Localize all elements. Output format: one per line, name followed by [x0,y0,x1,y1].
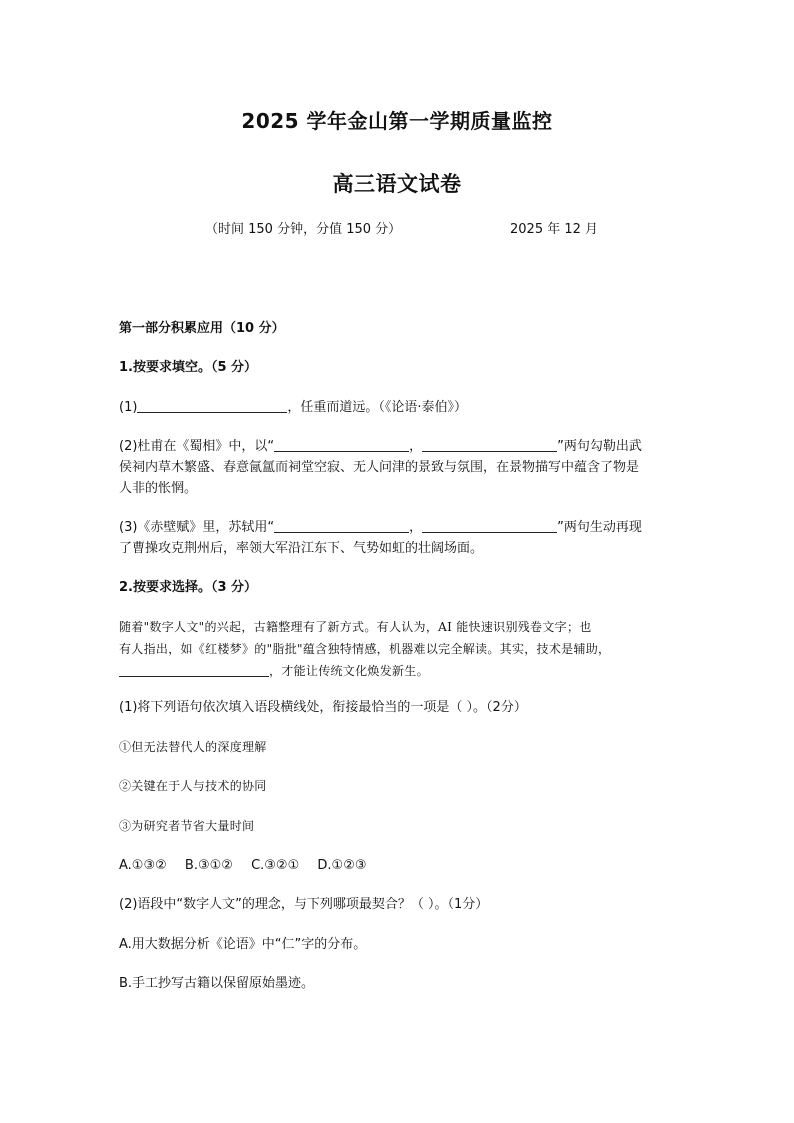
option-a[interactable]: A.①③② [119,858,167,873]
exam-date: 2025 年 12 月 [510,222,599,237]
q1-item2-mid: ， [409,439,423,454]
q1-item3-line2: 了曹操攻克荆州后，率领大军沿江东下、气势如虹的壮阔场面。 [119,541,484,556]
q1-item2-line2: 侯祠内草木繁盛、春意氤氲而祠堂空寂、无人问津的景致与氛围，在景物描写中蕴含了物是 [119,460,640,475]
q1-item2-prefix: (2)杜甫在《蜀相》中，以“ [119,439,275,454]
q1-item1 [119,397,679,418]
fill-blank[interactable] [422,437,557,452]
q2-sub2-option-a[interactable]: A.用大数据分析《论语》中“仁”字的分布。 [119,937,367,952]
option-c[interactable]: C.③②① [251,858,300,873]
option-d[interactable]: D.①②③ [317,858,367,873]
q2-statement-2: ②关键在于人与技术的协同 [119,779,267,793]
fill-blank[interactable] [274,437,409,452]
q2-sub2-option-b[interactable]: B.手工抄写古籍以保留原始墨迹。 [119,976,315,991]
q1-item2 [119,436,679,457]
fill-blank[interactable] [137,398,287,413]
fill-blank[interactable] [119,662,269,677]
q1-item2-line3: 人非的怅惘。 [119,481,198,496]
section-heading: 第一部分积累应用（10 分） [119,321,285,336]
q1-item3-mid: ， [409,520,423,535]
q2-statement-1: ①但无法替代人的深度理解 [119,740,267,754]
fill-blank[interactable] [422,518,557,533]
q1-item1-prefix: (1) [119,400,138,415]
q1-item3-suffix: ”两句生动再现 [557,520,642,535]
exam-title: 2025 学年金山第一学期质量监控 [241,109,553,133]
q2-passage-line3-suffix: ，才能让传统文化焕发新生。 [269,664,429,678]
q2-sub1-options [119,855,679,876]
option-b[interactable]: B.③①② [184,858,233,873]
exam-subtitle: 高三语文试卷 [332,172,462,196]
fill-blank[interactable] [274,518,409,533]
q1-item2-suffix: ”两句勾勒出武 [557,439,642,454]
q2-statement-3: ③为研究者节省大量时间 [119,819,255,833]
q1-item1-suffix: ，任重而道远。（《论语·泰伯》） [287,400,468,415]
q1-item3 [119,517,679,538]
q2-passage-line2: 有人指出，如《红楼梦》的"脂批"蕴含独特情感，机器难以完全解读。其实，技术是辅助， [119,642,611,656]
q1-heading: 1.按要求填空。（5 分） [119,360,258,375]
q2-heading: 2.按要求选择。（3 分） [119,580,258,595]
time-info: （时间 150 分钟，分值 150 分） [205,222,402,237]
q2-passage-line1: 随着"数字人文"的兴起，古籍整理有了新方式。有人认为，AI 能快速识别残卷文字；也 [119,620,592,634]
q1-item3-prefix: (3)《赤壁赋》里，苏轼用“ [119,520,275,535]
q2-passage-line3 [119,660,679,682]
q2-sub1-question: (1)将下列语句依次填入语段横线处，衔接最恰当的一项是（ ）。（2分） [119,700,527,715]
q2-sub2-question: (2)语段中“数字人文”的理念，与下列哪项最契合？（ ）。（1分） [119,897,489,912]
